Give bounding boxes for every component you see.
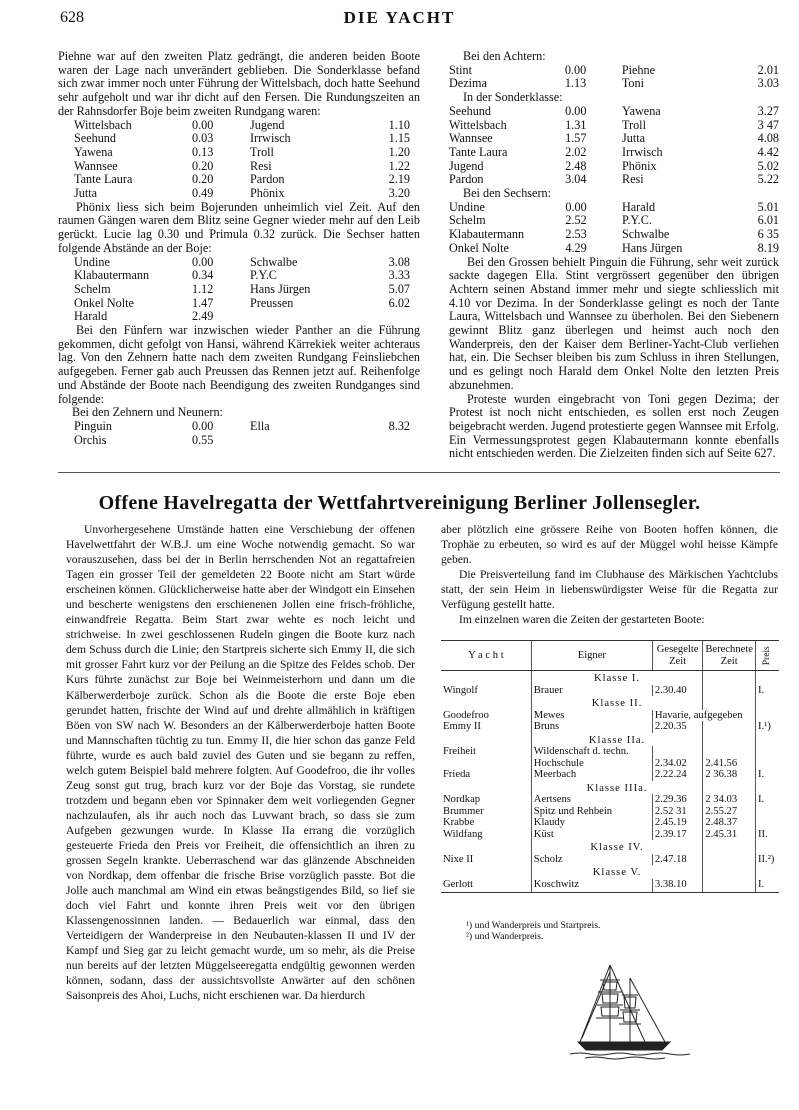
bottom-right-column [441, 522, 778, 627]
prize-header-label: Preis [761, 646, 772, 666]
yacht-name: Wildfang [443, 828, 483, 840]
class-heading: Klasse V. [531, 865, 703, 879]
boat-name: Schwalbe [250, 254, 298, 269]
boat-name: Irrwisch [250, 131, 291, 146]
boat-name: Toni [621, 76, 644, 91]
sonder-table [449, 105, 779, 187]
table-row [441, 879, 779, 893]
prize: I. [755, 794, 779, 806]
time-value: 5.01 [757, 199, 779, 214]
boat-name: Pardon [449, 172, 484, 187]
owner-name: Meerbach [531, 769, 652, 781]
time-value: 0.13 [192, 144, 214, 159]
owner-name: Aertsens [531, 794, 652, 806]
paragraph: Im einzelnen waren die Zeiten der gestarteten Boote: [459, 613, 705, 627]
time-value: 0.00 [565, 199, 587, 214]
time-value: 0.55 [192, 432, 214, 447]
boat-name: Wittelsbach [74, 117, 132, 132]
paragraph: Phönix liess sich beim Bojerunden unheimlich viel Zeit. Auf den raumen Gängen waren dem Blitz seine Gegner wieder mehr auf den Leib gerückt. Lucie lag 0.30 und Primula 0.32 zurück. Die Sechser hatten folgende Abstände an der Boje: [58, 199, 420, 255]
time-value: 2.01 [757, 62, 779, 77]
time-value: 6 35 [757, 227, 779, 242]
sailing-ship-icon [570, 960, 690, 1065]
table-row [449, 214, 779, 228]
owner-name: Spitz und Rehbein [531, 806, 652, 818]
time-value: 8.32 [388, 418, 410, 433]
table-row [74, 283, 410, 297]
calculated-time: 2.48.37 [703, 817, 756, 829]
boat-name: Klabautermann [74, 268, 150, 283]
boat-name: Seehund [74, 131, 116, 146]
calculated-time: 2 36.38 [703, 769, 756, 781]
boat-name: Harald [74, 309, 108, 324]
time-value: 2.19 [388, 172, 410, 187]
sailed-time: 2.34.02 [652, 746, 702, 769]
time-value [370, 310, 410, 324]
table-header-row [441, 641, 779, 671]
paragraph: Bei den Fünfern war inzwischen wieder Panther an die Führung gekommen, dicht gefolgt von Hansi, während Kärrekiek weiter achteraus lag. Von den Zehnern hatte nach dem zweiten Rundgang Feinsliebchen aufgegeben. Ferner gab auch Preussen das Rennen jetzt auf. Reihenfolge und Abstände der Boote nach Beendigung des zweiten Rundganges sind folgende: [58, 323, 420, 406]
calculated-time: 2.45.31 [703, 829, 756, 841]
boat-name: Ella [250, 418, 270, 433]
table-row [74, 160, 410, 174]
time-value: 3.27 [757, 103, 779, 118]
sechser-buoy-table [74, 256, 410, 325]
footnote: ²) und Wanderpreis. [466, 931, 544, 942]
yacht-name: Brummer [443, 805, 484, 817]
calculated-time: 2.41.56 [703, 746, 756, 769]
paragraph: Proteste wurden eingebracht von Toni gegen Dezima; der Protest ist noch nicht entschieden, es sollen erst noch Zeugen beigebracht werden. Jugend protestierte gegen Wannsee mit Erfolg. Ein Vermessungsprotest gegen Klabautermann konnte ebenfalls nicht entschieden werden. Die Zielzeiten finden sich auf Seite 627. [449, 391, 779, 461]
table-row [74, 310, 410, 324]
paragraph: Bei den Grossen behielt Pinguin die Führung, sehr weit zurück sackte dagegen Ella. Stint vergrössert gegenüber den übrigen Achtern seinen Abstand immer mehr und siegte schliesslich mit 4.10 vor Dezima. In der Sonderklasse gelingt es noch der Tante Laura, Wittelsbach und Wannsee zu überholen. Bei den Siebenern gewinnt Blitz ganz überlegen und heimst auch noch den Wanderpreis, den der Kaiser dem Berliner-Yacht-Club verliehen hat, ein. Die Sechser bleiben bis zum Schluss in ihren Stellungen, und es gelingt noch Harald dem Onkel Nolte den letzten Preis abzunehmen. [449, 254, 779, 392]
boat-name: P.Y.C [250, 268, 277, 283]
sailed-time: 2.45.19 [652, 817, 702, 829]
class-heading: Klasse IIa. [531, 733, 703, 747]
sailed-time: Havarie, aufgegeben [652, 710, 755, 722]
table-row [441, 721, 779, 733]
boat-name: Jugend [250, 117, 285, 132]
time-value: 6.02 [388, 295, 410, 310]
table-row [74, 269, 410, 283]
time-value: 0.00 [192, 418, 214, 433]
table-row [441, 806, 779, 818]
time-value: 0.00 [192, 117, 214, 132]
table-row [441, 817, 779, 829]
time-value: 2.02 [565, 144, 587, 159]
time-value: 0.20 [192, 172, 214, 187]
time-value: 5.02 [757, 158, 779, 173]
table-row [74, 173, 410, 187]
time-value: 0.00 [565, 103, 587, 118]
boat-name: Phönix [622, 158, 657, 173]
table-row [441, 746, 779, 769]
boat-name [250, 310, 370, 324]
boat-name: Irrwisch [622, 144, 663, 159]
paragraph: aber plötzlich eine grössere Reihe von Booten hoffen können, die Trophäe zu erbeuten, so wird es auf der Müggel wohl heisse Kämpfe geben. [441, 523, 778, 567]
table-row [441, 685, 779, 697]
time-value: 1.15 [388, 131, 410, 146]
prize: II. [755, 829, 779, 841]
time-value: 3.03 [757, 76, 779, 91]
owner-name: Klaudy [531, 817, 652, 829]
table-row [74, 146, 410, 160]
boat-name: P.Y.C. [621, 213, 652, 228]
sailed-time: 2.30.40 [652, 685, 702, 697]
time-value: 0.00 [564, 62, 587, 77]
time-value: 3.08 [388, 254, 410, 269]
calculated-time: 2 34.03 [703, 794, 756, 806]
boat-name: Jutta [74, 186, 98, 201]
table-row [441, 794, 779, 806]
boat-name: Seehund [449, 103, 491, 118]
calculated-time: 2.55.27 [703, 806, 756, 818]
prize: I. [755, 879, 779, 893]
sailed-time: 2.29.36 [652, 794, 702, 806]
yacht-name: Frieda [443, 769, 471, 780]
class-heading: Klasse IIIa. [531, 781, 703, 795]
time-value: 1.13 [564, 76, 587, 91]
table-row [441, 769, 779, 781]
boat-name: Jutta [622, 131, 646, 146]
time-value: 0.03 [192, 131, 214, 146]
boat-name: Piehne [621, 62, 655, 77]
boat-name: Troll [622, 117, 646, 132]
footnote: ¹) und Wanderpreis und Startpreis. [466, 920, 601, 931]
time-value [370, 434, 410, 448]
table-row [441, 854, 779, 866]
owner-name: Brauer [531, 685, 652, 697]
sailed-time: 2.39.17 [652, 829, 702, 841]
time-value: 6.01 [757, 213, 779, 228]
prize [755, 806, 779, 818]
sechser-table [449, 201, 779, 256]
yacht-name: Wingolf [443, 684, 478, 696]
section-divider [58, 472, 780, 473]
calculated-time [703, 685, 756, 697]
time-value: 4.08 [757, 131, 779, 146]
owner-name: Bruns [531, 721, 652, 733]
sailed-time: 2.52 31 [652, 806, 702, 818]
column-header-prize [755, 641, 779, 671]
footnotes [466, 920, 600, 942]
owner-name: Koschwitz [531, 879, 652, 893]
yacht-name: Krabbe [443, 817, 475, 828]
boat-name: Harald [621, 199, 656, 214]
table-row [449, 119, 779, 133]
prize: I. [755, 769, 779, 781]
time-value: 1.31 [565, 117, 587, 132]
boat-name [250, 434, 370, 448]
table-row [449, 77, 779, 91]
column-header-calculated-time: Berechnete Zeit [703, 641, 756, 671]
boat-name: Schelm [449, 213, 486, 228]
prize: I.¹) [755, 721, 779, 733]
race-times-table [441, 640, 779, 893]
table-row [449, 201, 779, 215]
boat-name: Onkel Nolte [449, 240, 509, 255]
subheading: In der Sonderklasse: [463, 90, 563, 105]
table-row [449, 228, 779, 242]
time-value: 0.20 [192, 158, 214, 173]
boat-name: Jugend [449, 158, 484, 173]
boat-name: Resi [250, 158, 272, 173]
time-value: 4.29 [565, 240, 587, 255]
yacht-name: Gerlott [441, 879, 531, 893]
table-row [449, 160, 779, 174]
boat-name: Preussen [250, 295, 294, 310]
top-left-column [58, 50, 420, 447]
sailed-time: 2.47.18 [652, 854, 702, 866]
boat-name: Pardon [250, 172, 285, 187]
boat-name: Phönix [250, 186, 285, 201]
time-value: 1.20 [388, 144, 410, 159]
boat-name: Yawena [622, 103, 661, 118]
calculated-time [703, 854, 756, 866]
boat-name: Tante Laura [449, 144, 508, 159]
table-row [74, 132, 410, 146]
calculated-time [703, 879, 756, 893]
time-value: 4.42 [757, 144, 779, 159]
table-row [74, 256, 410, 270]
prize: I. [755, 685, 779, 697]
subheading: Bei den Sechsern: [463, 186, 551, 201]
time-value: 0.34 [192, 268, 214, 283]
column-header-yacht: Y a c h t [441, 641, 531, 671]
time-value: 0.00 [192, 254, 214, 269]
boat-name: Wannsee [74, 158, 118, 173]
time-value: 2.52 [565, 213, 587, 228]
page-number: 628 [60, 9, 84, 26]
column-header-owner: Eigner [531, 641, 652, 671]
boat-name: Tante Laura [74, 172, 133, 187]
time-value: 1.57 [565, 131, 587, 146]
calculated-time [703, 721, 756, 733]
boat-name: Onkel Nolte [74, 295, 134, 310]
boat-name: Undine [74, 254, 110, 269]
page-header [0, 0, 799, 30]
boat-name: Orchis [74, 432, 107, 447]
yacht-name: Goodefroo [443, 709, 489, 721]
time-value: 5.07 [388, 281, 410, 296]
time-value: 1.47 [192, 295, 214, 310]
boat-name: Yawena [74, 144, 113, 159]
time-value: 0.49 [192, 186, 214, 201]
boat-name: Resi [622, 172, 644, 187]
paragraph: Piehne war auf den zweiten Platz gedrängt, die anderen beiden Boote waren der Lage nach unverändert geblieben. Die Sonderklasse befand sich zwar immer noch unter Führung der Wittelsbach, doch hatte Seehund sehr aufgeholt und war ihr dicht auf den Fersen. Die Rundungszeiten an der Rahnsdorfer Boje beim zweiten Rundgang waren: [58, 49, 420, 118]
time-value: 5.22 [757, 172, 779, 187]
table-row [449, 146, 779, 160]
time-value: 2.49 [192, 309, 214, 324]
table-row [449, 173, 779, 187]
boat-name: Schelm [74, 281, 111, 296]
time-value: 2.48 [565, 158, 587, 173]
magazine-title: DIE YACHT [343, 8, 456, 27]
owner-name: Scholz [531, 854, 652, 866]
table-row [449, 132, 779, 146]
prize [755, 710, 779, 722]
time-value: 2.53 [565, 227, 587, 242]
yacht-name: Emmy II [443, 721, 481, 732]
owner-name: Mewes [531, 710, 652, 722]
top-right-column [449, 50, 779, 461]
table-row [449, 105, 779, 119]
boat-name: Hans Jürgen [250, 281, 311, 296]
boat-name: Pinguin [74, 418, 112, 433]
table-row [74, 187, 410, 201]
table-row [74, 297, 410, 311]
section-title: Offene Havelregatta der Wettfahrtvereinigung Berliner Jollensegler. [98, 492, 701, 514]
boat-name: Schwalbe [621, 227, 670, 242]
class-heading: Klasse IV. [531, 840, 703, 854]
boat-name: Hans Jürgen [621, 240, 683, 255]
table-row [441, 710, 779, 722]
yacht-name: Nixe II [443, 853, 474, 865]
sailed-time: 3.38.10 [652, 879, 702, 893]
table-row [74, 119, 410, 133]
achter-table [449, 64, 779, 91]
time-value: 3.33 [388, 268, 410, 283]
time-value: 3.04 [565, 172, 587, 187]
time-value: 1.12 [192, 281, 214, 296]
subheading: Bei den Zehnern und Neunern: [72, 405, 223, 420]
table-row [441, 829, 779, 841]
subheading: Bei den Achtern: [463, 49, 546, 63]
owner-name: Wildenschaft d. techn. Hochschule [531, 746, 652, 769]
yacht-name: Freiheit [443, 746, 476, 757]
sailed-time: 2.20.35 [652, 721, 702, 733]
table-row [449, 64, 779, 78]
boat-name: Wannsee [449, 131, 493, 146]
class-heading: Klasse I. [531, 671, 703, 685]
table-row [74, 420, 410, 434]
prize [755, 817, 779, 829]
time-value: 3.20 [388, 186, 410, 201]
boat-name: Troll [250, 144, 274, 159]
boat-name: Stint [449, 62, 473, 77]
time-value: 3 47 [757, 117, 779, 132]
table-row [74, 434, 410, 448]
time-value: 1.22 [388, 158, 410, 173]
sailed-time: 2.22.24 [652, 769, 702, 781]
yacht-name: Nordkap [443, 794, 481, 805]
time-value: 8.19 [757, 240, 779, 255]
boat-name: Undine [449, 199, 485, 214]
boat-name: Klabautermann [449, 227, 525, 242]
time-value: 1.10 [388, 117, 410, 132]
rounding-times-table [74, 119, 410, 201]
table-row [449, 242, 779, 256]
bottom-left-column [66, 522, 415, 1004]
column-header-sailed-time: Gesegelte Zeit [652, 641, 702, 671]
prize [755, 746, 779, 769]
prize: II.²) [755, 854, 779, 866]
paragraph: Die Preisverteilung fand im Clubhause des Märkischen Yachtclubs statt, der sein Heim in liebenswürdigster Weise für die Regatta zur Verfügung gestellt hatte. [441, 568, 778, 612]
owner-name: Küst [531, 829, 652, 841]
boat-name: Wittelsbach [449, 117, 507, 132]
class-heading: Klasse II. [531, 696, 703, 710]
boat-name: Dezima [449, 76, 487, 91]
zehner-table [74, 420, 410, 447]
paragraph: Unvorhergesehene Umstände hatten eine Verschiebung der offenen Havelwettfahrt der W.B.J. um eine Woche notwendig gemacht. So war vorauszusehen, dass bei der in Berlin herrschenden Not an regattafreien Tagen ein grosser Teil der gemeldeten 22 Boote nicht am Start würde erscheinen können. Glücklicherweise hatte aber der Windgott ein Einsehen und bescherte wenigstens den erschienenen Jollen eine frisch-fröhliche, einwandfreie Regatta. Beim Start zwar wehte es noch leicht und strichweise. In zwei geschlossenen Rudeln gingen die Boote kurz nach dem Schuss durch die Linie; den Startpreis sicherte sich Emmy II, die sich mit grosser Fahrt kurz vor der Peilung an die Spitze des Feldes schob. Der Kurs führte zunächst zur Boje bei Weinmeisterhorn und dann um die Kälberwerderboje zurück. Schon als die Boote die erste Boje eben gerundet hatten, frischte der Wind auf und drehte allmählich in kräftigen Böen von SW nach W. Besonders an der Kälberwerderboje hatten Boote und Mannschaften tüchtig zu tun. Emmy II, die hier schon das ganze Feld führte, wurde es auch bald zuviel des Guten und sie begann zu reffen, welch gutem Beispiel bald mehrere folgten. Auf Goodefroo, die ihr volles Zeug sonst gut trug, brach kurz vor der Boje das Vorstag, sie rundete trotzdem und begann eben vor Spinnaker dem weit vorliegenden Gegner nachzulaufen, als ihr auch noch das Luvwant brach, so dass sie zum Aufgeben gezwungen wurde. In Klasse IIa errang die vorzüglich gesteuerte Frieda den Preis vor Freiheit, die offensichtlich an ihren zu grossen Segeln krankte. Ueberraschend war das glänzende Abschneiden von Nordkap, dem offenbar die frische Brise vorzüglich passte. Bot die Jolle auch manchmal am Wind ein etwas beängstigendes Bild, so lief sie doch viel Fahrt und konnte ihren Preis weit vor den übrigen Klassengenossinnen landen. — Bedauerlich war einmal, dass den Verteidigern der Wanderpreise in den Neubauten-klassen II und IV der Kampf und Sieg gar zu leicht gemacht wurde, um so mehr, als die Preise nun bereits auf der letzten Müggelseeregatta endgültig gewonnen werden können, sodann, dass der aussichtsvollste Anwärter auf den schönen Saisonpreis des Ahoi, Luchs, nicht erschienen war. Da hierdurch [66, 523, 415, 1003]
